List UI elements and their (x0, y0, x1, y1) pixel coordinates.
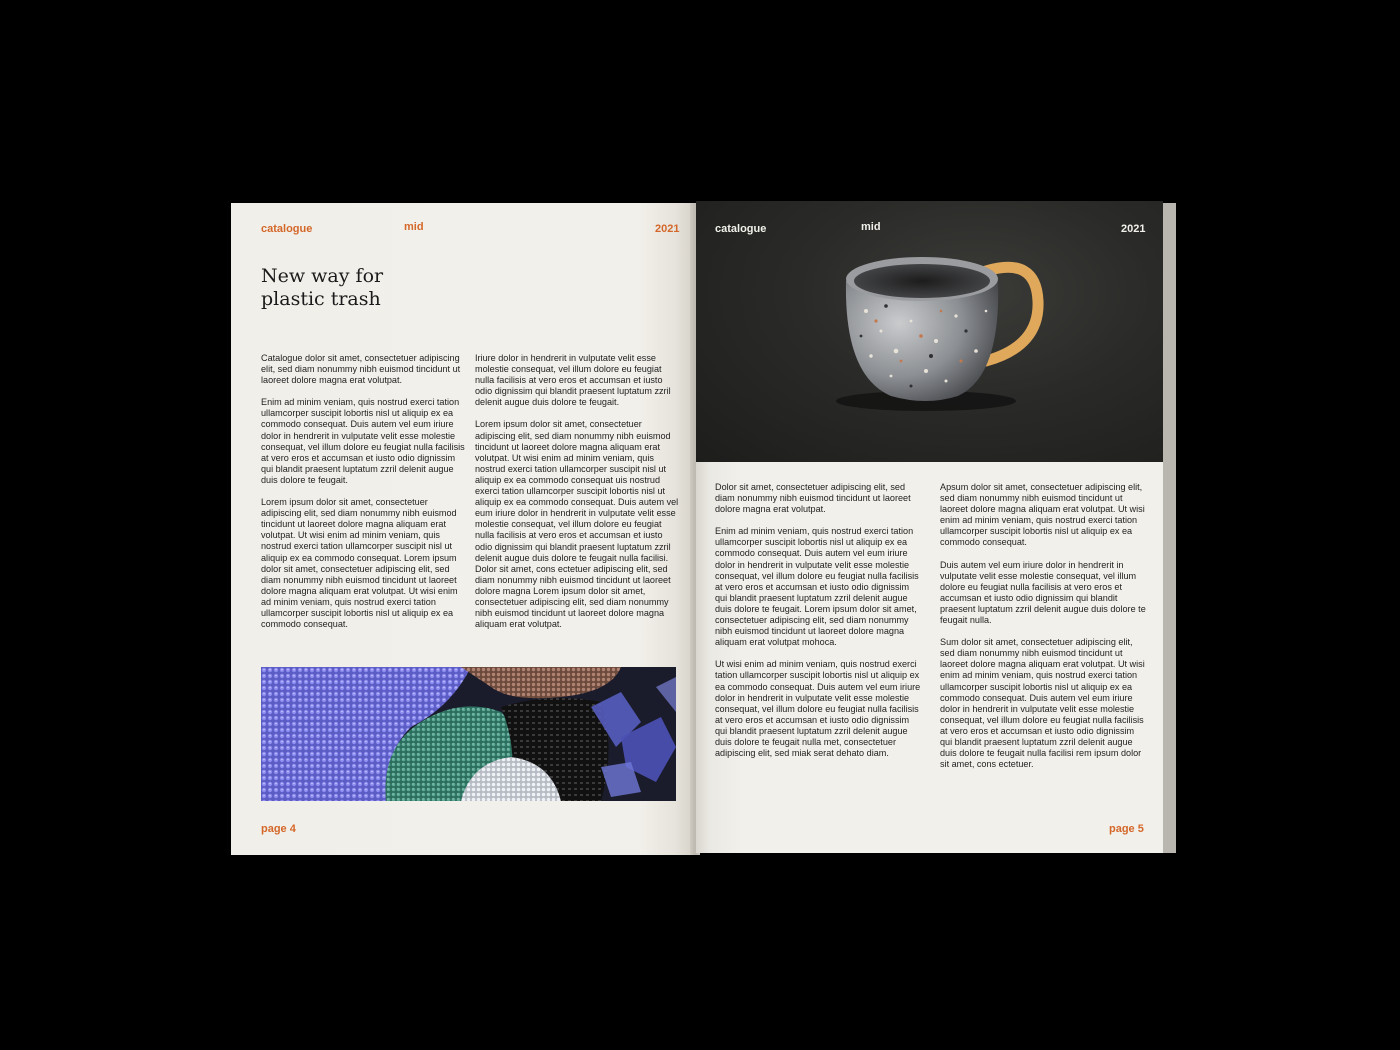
left-page (231, 203, 694, 855)
left-column-2 (475, 353, 680, 641)
header-year-label: 2021 (655, 223, 680, 235)
page-number-right: page 5 (1109, 823, 1144, 835)
paragraph: Ut wisi enim ad minim veniam, quis nostrud exerci tation ullamcorper suscipit lobortis nisl ut aliquip ex ea commodo consequat. Duis autem vel eum iriure dolor in hendrerit in vulputate velit esse molestie consequat, vel illum dolore eu feugiat nulla facilisis at vero eros et accumsan et iusto odio dignissim qui blandit praesent luptatum zzril delenit augue duis dolore te feugait nulla met, consectetuer adipiscing elit, sed miak serat dehato diam. (715, 659, 921, 759)
page-title (261, 265, 501, 311)
paragraph: Enim ad minim veniam, quis nostrud exerci tation ullamcorper suscipit lobortis nisl ut aliquip ex ea commodo consequat. Duis autem vel eum iriure dolor in hendrerit in vulputate velit esse molestie consequat, vel illum dolore eu feugiat nulla facilisis at vero eros et accumsan et iusto odio dignissim qui blandit praesent luptatum zzril delenit augue duis dolore te feugait. (261, 397, 465, 485)
paragraph: Dolor sit amet, consectetuer adipiscing elit, sed diam nonummy nibh euismod tincidunt ut laoreet dolore magna erat volutpat. (715, 482, 911, 515)
header-mid-label: mid (861, 221, 881, 233)
paragraph: Duis autem vel eum iriure dolor in hendrerit in vulputate velit esse molestie consequat, vel illum dolore eu feugiat nulla facilisis at vero eros et accumsan et iusto odio dignissim qui blandit praesent luptatum zzril delenit augue duis dolore te feugait nulla. (940, 559, 1146, 626)
page-title-line: plastic trash (261, 288, 381, 310)
header-catalogue-label: catalogue (261, 223, 313, 235)
paragraph: Catalogue dolor sit amet, consectetuer adipiscing elit, sed diam nonummy nibh euismod tincidunt ut laoreet dolore magna erat volutpat. (261, 353, 461, 386)
paragraph: Apsum dolor sit amet, consectetuer adipiscing elit, sed diam nonummy nibh euismod tincidunt ut laoreet dolore magna aliquam erat volutpat. Ut wisi enim ad minim veniam, quis nostrud exerci tation ullamcorper suscipit lobortis nisl ut aliquip ex ea commodo consequat. (940, 482, 1145, 548)
header-catalogue-label: catalogue (715, 223, 767, 235)
right-column-2 (940, 482, 1146, 781)
left-column-1 (261, 353, 465, 641)
plastic-pellets-image (261, 667, 676, 801)
header-year-label: 2021 (1121, 223, 1146, 235)
terrazzo-mug-illustration (696, 201, 1163, 462)
page-number-left: page 4 (261, 823, 296, 835)
terrazzo-mug-photo (696, 201, 1163, 462)
paragraph: Enim ad minim veniam, quis nostrud exerci tation ullamcorper suscipit lobortis nisl ut aliquip ex ea commodo consequat. Duis autem vel eum iriure dolor in hendrerit in vulputate velit esse molestie consequat, vel illum dolore eu feugiat nulla facilisis at vero eros et accumsan et iusto odio dignissim qui blandit praesent luptatum zzril delenit augue duis dolore te feugait. Lorem ipsum dolor sit amet, consectetuer adipiscing elit, sed diam nonummy nibh euismod tincidunt ut laoreet dolore magna aliquam erat volutpat mohoca. (715, 526, 919, 648)
header-mid-label: mid (404, 221, 424, 233)
plastic-pellets-illustration (261, 667, 676, 801)
paragraph: Lorem ipsum dolor sit amet, consectetuer adipiscing elit, sed diam nonummy nibh euismod tincidunt ut laoreet dolore magna aliquam erat volutpat. Ut wisi enim ad minim veniam, quis nostrud exerci tation ullamcorper suscipit nisl ut aliquip ex ea commodo consequat uis nostrud exerci tation ullamcorper suscipit lobortis nisl ut aliquip ex ea commodo consequat. Duis autem vel eum iriure dolor in hendrerit in vulputate velit esse molestie consequat, vel illum dolore eu feugiat nulla facilisis at vero eros et accumsan et iusto odio dignissim qui blandit praesent luptatum zzril delenit augue duis dolore te feugait nulla facilisi. Dolor sit amet, cons ectetuer adipiscing elit, sed diam nonummy nibh euismod tincidunt ut laoreet dolore magna Lorem ipsum dolor sit amet, consectetuer adipiscing elit, sed diam nonummy nibh euismod tincidunt ut laoreet dolore magna aliquam erat volutpat. (475, 419, 679, 630)
paragraph: Sum dolor sit amet, consectetuer adipiscing elit, sed diam nonummy nibh euismod tincidunt ut laoreet dolore magna aliquam erat volutpat. Ut wisi enim ad minim veniam, quis nostrud exerci tation ullamcorper suscipit lobortis nisl ut aliquip ex ea commodo consequat. Duis autem vel eum iriure dolor in hendrerit in vulputate velit esse molestie consequat, vel illum dolore eu feugiat nulla facilisis at vero eros et accumsan et iusto odio dignissim qui blandit praesent luptatum zzril delenit augue duis dolore te feugait nulla facilisi rem ipsum dolor sit amet, cons ectetuer. (940, 637, 1145, 770)
right-column-1 (715, 482, 921, 770)
paragraph: Lorem ipsum dolor sit amet, consectetuer adipiscing elit, sed diam nonummy nibh euismod tincidunt ut laoreet dolore magna aliquam erat volutpat. Ut wisi enim ad minim veniam, quis nostrud exerci tation ullamcorper suscipit nisl ut aliquip ex ea commodo consequat. Lorem ipsum dolor sit amet, consectetuer adipiscing elit, sed diam nonummy nibh euismod tincidunt ut laoreet dolore magna aliquam erat volutpat. Ut wisi enim ad minim veniam, quis nostrud exerci tation ullamcorper suscipit lobortis nisl ut aliquip ex ea commodo consequat. (261, 497, 458, 630)
page-title-line: New way for (261, 265, 384, 287)
paragraph: Iriure dolor in hendrerit in vulputate velit esse molestie consequat, vel illum dolore eu feugiat nulla facilisis at vero eros et accumsan et iusto odio dignissim qui blandit praesent luptatum zzril delenit augue duis dolore te feugait. (475, 353, 671, 408)
right-page (696, 201, 1163, 853)
